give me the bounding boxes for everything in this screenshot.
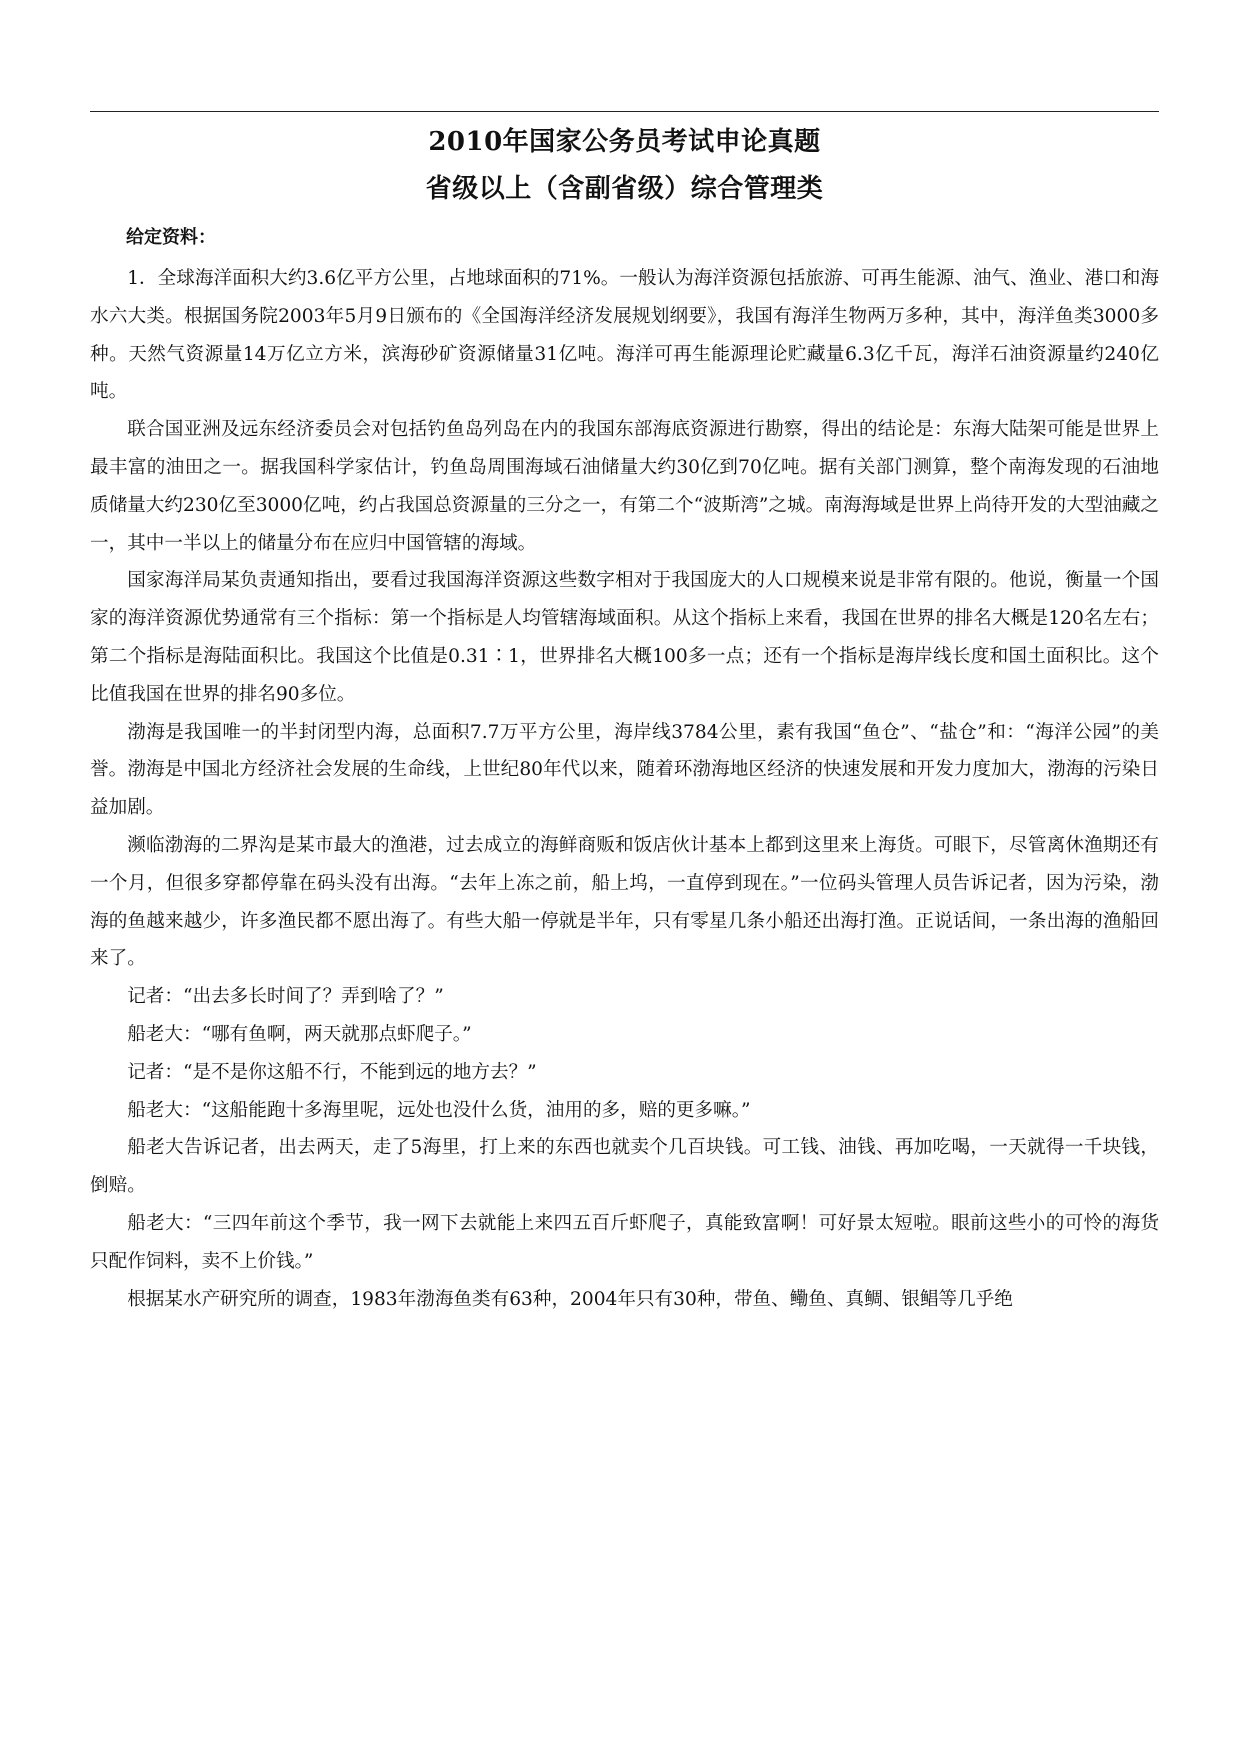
paragraph: 濒临渤海的二界沟是某市最大的渔港，过去成立的海鲜商贩和饭店伙计基本上都到这里来上海货。可眼下，尽管离休渔期还有一个月，但很多穿都停靠在码头没有出海。“去年上冻之前，船上坞，一直停到现在。”一位码头管理人员告诉记者，因为污染，渤海的鱼越来越少，许多渔民都不愿出海了。有些大船一停就是半年，只有零星几条小船还出海打渔。正说话间，一条出海的渔船回来了。 [90,834,1159,970]
paragraph: 根据某水产研究所的调查，1983年渤海鱼类有63种，2004年只有30种，带鱼、鳓鱼、真鲷、银鲳等几乎绝 [127,1288,1013,1310]
header-rule [90,111,1159,112]
section-label: 给定资料： [126,227,216,248]
document-subtitle: 省级以上（含副省级）综合管理类 [425,174,824,204]
document-title: 2010年国家公务员考试申论真题 [428,127,821,157]
paragraph: 渤海是我国唯一的半封闭型内海，总面积7.7万平方公里，海岸线3784公里，素有我国“鱼仓”、“盐仓”和：“海洋公园”的美誉。渤海是中国北方经济社会发展的生命线，上世纪80年代以来，随着环渤海地区经济的快速发展和开发力度加大，渤海的污染日益加剧。 [90,721,1159,819]
paragraph: 船老大：“哪有鱼啊，两天就那点虾爬子。” [127,1023,472,1045]
paragraph: 记者：“是不是你这船不行，不能到远的地方去？” [127,1061,537,1083]
paragraph: 国家海洋局某负责通知指出，要看过我国海洋资源这些数字相对于我国庞大的人口规模来说是非常有限的。他说，衡量一个国家的海洋资源优势通常有三个指标：第一个指标是人均管辖海域面积。从这个指标上来看，我国在世界的排名大概是120名左右；第二个指标是海陆面积比。我国这个比值是0.31∶1，世界排名大概100多一点；还有一个指标是海岸线长度和国土面积比。这个比值我国在世界的排名90多位。 [90,570,1159,705]
paragraph: 联合国亚洲及远东经济委员会对包括钓鱼岛列岛在内的我国东部海底资源进行勘察，得出的结论是：东海大陆架可能是世界上最丰富的油田之一。据我国科学家估计，钓鱼岛周围海域石油储量大约30亿到70亿吨。据有关部门测算，整个南海发现的石油地质储量大约230亿至3000亿吨，约占我国总资源量的三分之一，有第二个“波斯湾”之城。南海海域是世界上尚待开发的大型油藏之一，其中一半以上的储量分布在应归中国管辖的海域。 [90,419,1159,554]
document-body [90,260,1159,1318]
paragraph: 记者：“出去多长时间了？弄到啥了？” [127,986,444,1008]
paragraph: 船老大：“这船能跑十多海里呢，远处也没什么货，油用的多，赔的更多嘛。” [127,1099,751,1121]
paragraph: 船老大告诉记者，出去两天，走了5海里，打上来的东西也就卖个几百块钱。可工钱、油钱、再加吃喝，一天就得一千块钱，倒赔。 [90,1137,1159,1197]
paragraph: 1．全球海洋面积大约3.6亿平方公里，占地球面积的71%。一般认为海洋资源包括旅游、可再生能源、油气、渔业、港口和海水六大类。根据国务院2003年5月9日颁布的《全国海洋经济发展规划纲要》，我国有海洋生物两万多种，其中，海洋鱼类3000多种。天然气资源量14万亿立方米，滨海砂矿资源储量31亿吨。海洋可再生能源理论贮藏量6.3亿千瓦，海洋石油资源量约240亿吨。 [90,268,1159,403]
paragraph: 船老大：“三四年前这个季节，我一网下去就能上来四五百斤虾爬子，真能致富啊！可好景太短啦。眼前这些小的可怜的海货只配作饲料，卖不上价钱。” [90,1212,1159,1272]
